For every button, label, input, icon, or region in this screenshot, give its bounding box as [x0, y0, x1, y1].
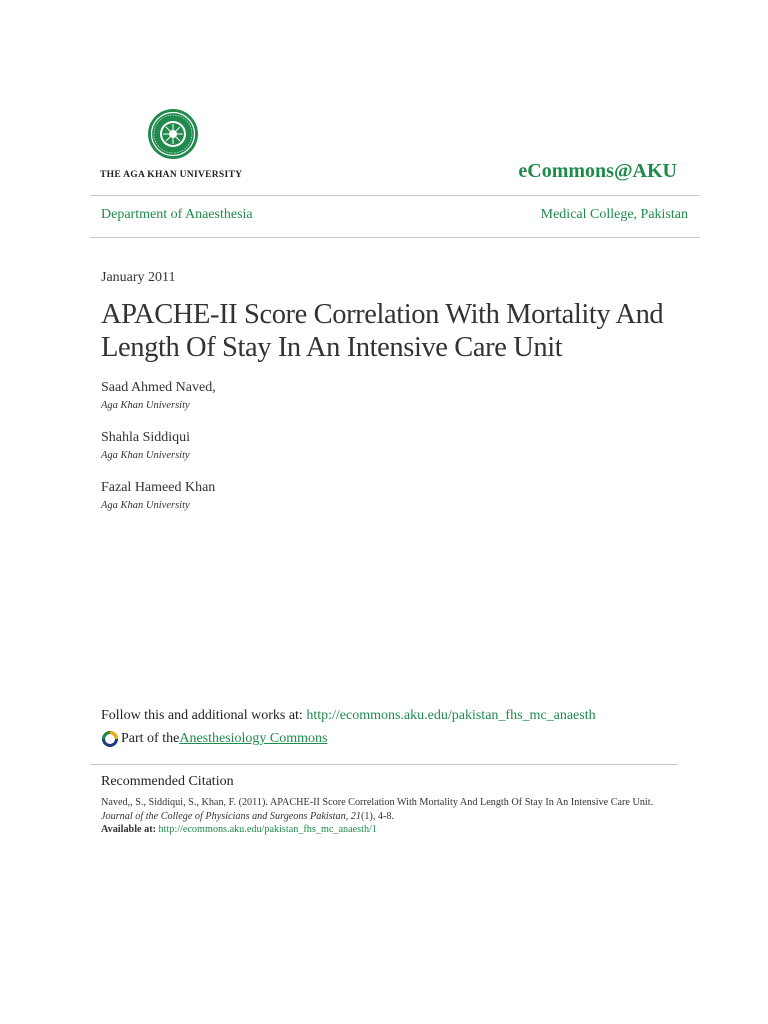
header-divider-top [90, 195, 700, 196]
citation-issue: (1), 4-8. [360, 810, 395, 822]
author-affiliation: Aga Khan University [101, 400, 190, 411]
available-at-label: Available at: [101, 824, 159, 835]
header-divider-bottom [90, 237, 700, 238]
citation-url-link[interactable]: http://ecommons.aku.edu/pakistan_fhs_mc_anaesth/1 [158, 824, 377, 835]
site-name-link[interactable]: eCommons@AKU [518, 160, 677, 182]
part-of-label: Part of the [121, 731, 180, 746]
author-affiliation: Aga Khan University [101, 450, 190, 461]
bepress-commons-icon [101, 730, 119, 748]
citation-journal: Journal of the College of Physicians and Surgeons Pakistan, 21 [101, 810, 361, 822]
university-name: THE AGA KHAN UNIVERSITY [100, 170, 243, 180]
author-name: Fazal Hameed Khan [101, 480, 216, 495]
author-name: Saad Ahmed Naved, [101, 380, 216, 395]
collection-url-link[interactable]: http://ecommons.aku.edu/pakistan_fhs_mc_anaesth [306, 708, 596, 723]
college-link[interactable]: Medical College, Pakistan [540, 207, 688, 222]
author-affiliation: Aga Khan University [101, 500, 190, 511]
citation-body: Naved,, S., Siddiqui, S., Khan, F. (2011). APACHE-II Score Correlation With Mortality And Length Of Stay In An Intensive Care Unit. [101, 797, 654, 808]
publication-date: January 2011 [101, 270, 176, 285]
university-seal-icon [147, 108, 199, 160]
author-name: Shahla Siddiqui [101, 430, 191, 445]
department-link[interactable]: Department of Anaesthesia [101, 207, 253, 222]
follow-line [101, 708, 596, 724]
recommended-citation-heading: Recommended Citation [101, 774, 234, 789]
anesthesiology-commons-link[interactable]: Anesthesiology Commons [179, 731, 328, 746]
citation-divider [90, 764, 678, 765]
follow-label: Follow this and additional works at: [101, 708, 307, 723]
article-title: APACHE-II Score Correlation With Mortality And Length Of Stay In An Intensive Care Unit [101, 299, 664, 363]
citation-text [101, 796, 671, 837]
part-of-line [101, 730, 328, 748]
